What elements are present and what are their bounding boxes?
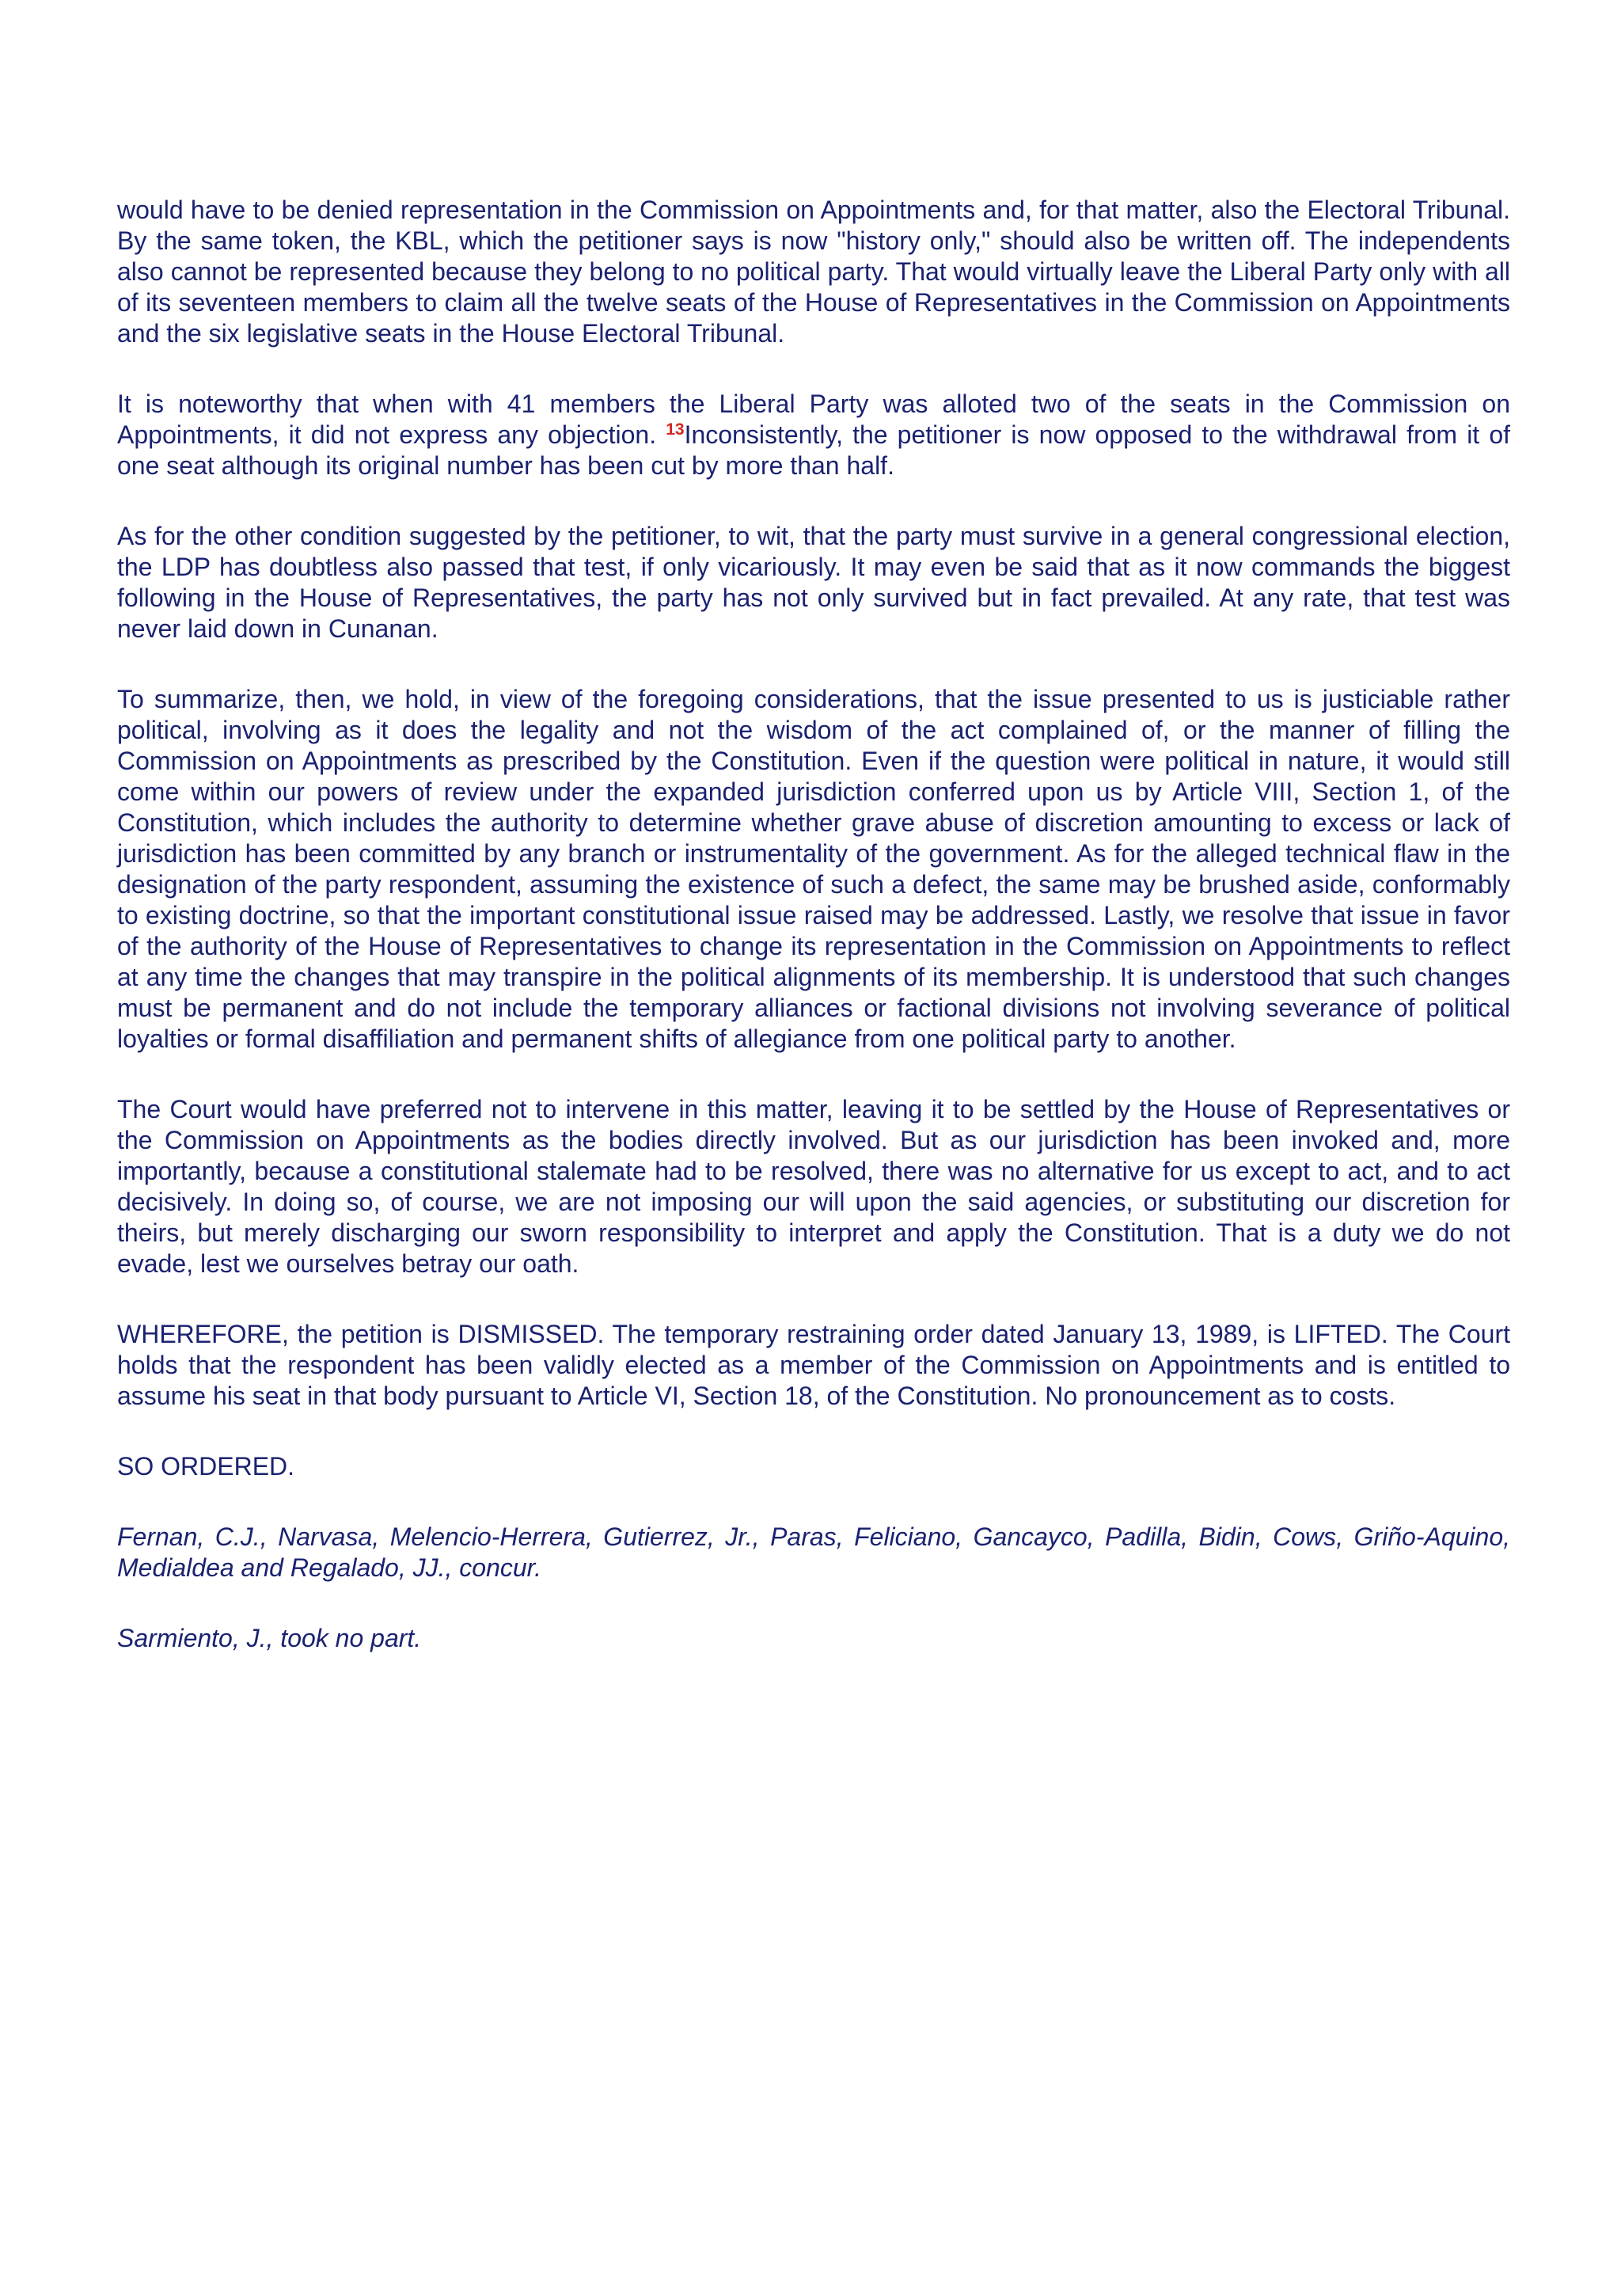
paragraph-text-after-footnote: Inconsistently, the petitioner is now opposed to the withdrawal from it of one seat although its original number has been cut by more than half. — [117, 420, 1511, 480]
paragraph-court-intervention: The Court would have preferred not to intervene in this matter, leaving it to be settled by the House of Representatives or the Commission on Appointments as the bodies directly involved. But as our jurisdiction has been invoked and, more importantly, because a constitutional stalemate had to be resolved, there was no alternative for us except to act, and to act decisively. In doing so, of course, we are not imposing our will upon the said agencies, or substituting our discretion for theirs, but merely discharging our sworn responsibility to interpret and apply the Constitution. That is a duty we do not evade, lest we ourselves betray our oath. — [117, 1095, 1510, 1278]
paragraph-summary-holding: To summarize, then, we hold, in view of the foregoing considerations, that the issue presented to us is justiciable rather political, involving as it does the legality and not the wisdom of the act complained of, or the manner of filling the Commission on Appointments as prescribed by the Constitution. Even if the question were political in nature, it would still come within our powers of review under the expanded jurisdiction conferred upon us by Article VIII, Section 1, of the Constitution, which includes the authority to determine whether grave abuse of discretion amounting to excess or lack of jurisdiction has been committed by any branch or instrumentality of the government. As for the alleged technical flaw in the designation of the party respondent, assuming the existence of such a defect, the same may be brushed aside, conformably to existing doctrine, so that the important constitutional issue raised may be addressed. Lastly, we resolve that issue in favor of the authority of the House of Representatives to change its representation in the Commission on Appointments to reflect at any time the changes that may transpire in the political alignments of its membership. It is understood that such changes must be permanent and do not include the temporary alliances or factional divisions not involving severance of political loyalties or formal disaffiliation and permanent shifts of allegiance from one political party to another. — [117, 685, 1510, 1053]
footnote-reference-link[interactable]: 13 — [666, 420, 685, 439]
paragraph-so-ordered: SO ORDERED. — [117, 1452, 295, 1481]
paragraph-concurring-justices: Fernan, C.J., Narvasa, Melencio-Herrera, Gutierrez, Jr., Paras, Feliciano, Gancayco, Padilla, Bidin, Cows, Griño-Aquino, Medialdea and Regalado, JJ., concur. — [117, 1522, 1510, 1582]
paragraph-representation: would have to be denied representation in the Commission on Appointments and, for that matter, also the Electoral Tribunal. By the same token, the KBL, which the petitioner says is now "history only," should also be written off. The independents also cannot be represented because they belong to no political party. That would virtually leave the Liberal Party only with all of its seventeen members to claim all the twelve seats of the House of Representatives in the Commission on Appointments and the six legislative seats in the House Electoral Tribunal. — [117, 196, 1510, 348]
paragraph-other-condition: As for the other condition suggested by the petitioner, to wit, that the party must survive in a general congressional election, the LDP has doubtless also passed that test, if only vicariously. It may even be said that as it now commands the biggest following in the House of Representatives, the party has not only survived but in fact prevailed. At any rate, that test was never laid down in Cunanan. — [117, 522, 1510, 643]
paragraph-liberal-party-seats — [117, 389, 1510, 481]
document-body — [117, 195, 1510, 1693]
paragraph-wherefore-disposition: WHEREFORE, the petition is DISMISSED. The temporary restraining order dated January 13, 1989, is LIFTED. The Court holds that the respondent has been validly elected as a member of the Commission on Appointments and is entitled to assume his seat in that body pursuant to Article VI, Section 18, of the Constitution. No pronouncement as to costs. — [117, 1320, 1510, 1410]
paragraph-text-before-footnote: It is noteworthy that when with 41 members the Liberal Party was alloted two of the seats in the Commission on Appointments, it did not express any objection. — [117, 390, 1510, 449]
paragraph-took-no-part: Sarmiento, J., took no part. — [117, 1624, 422, 1652]
